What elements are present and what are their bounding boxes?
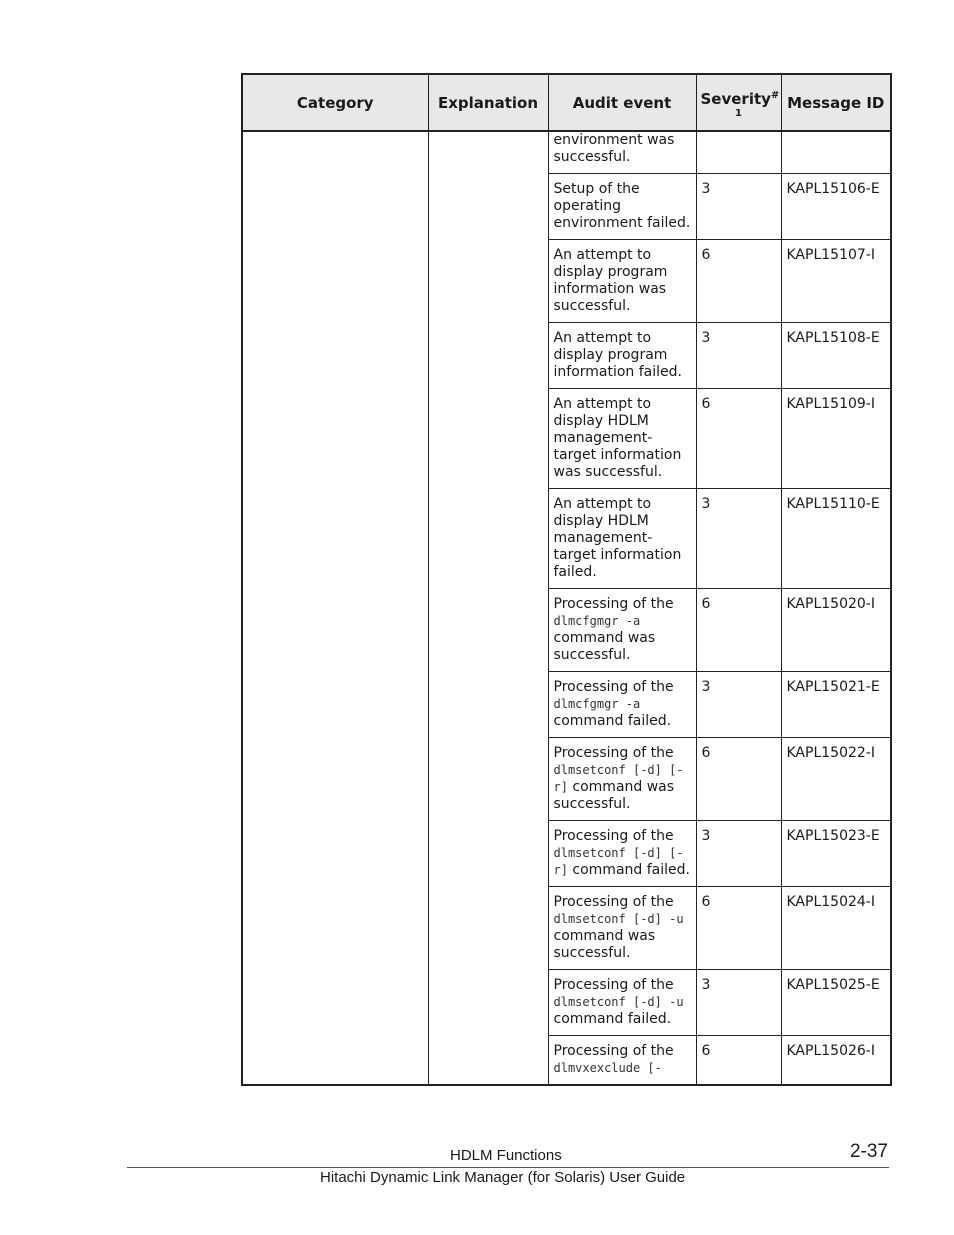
header-explanation: Explanation: [428, 74, 548, 131]
message-id-cell: KAPL15107-I: [781, 240, 891, 323]
message-id-cell: KAPL15025-E: [781, 970, 891, 1036]
page-number: 2-37: [849, 1141, 888, 1162]
severity-cell: 3: [696, 489, 781, 589]
event-text: command failed.: [567, 862, 690, 878]
event-text: environment was successful.: [553, 132, 675, 165]
audit-event-cell: [548, 672, 696, 738]
footer-guide-title: Hitachi Dynamic Link Manager (for Solaris) User Guide: [320, 1169, 686, 1186]
event-text: An attempt to display program information was successful.: [553, 247, 668, 314]
message-id-cell: KAPL15026-I: [781, 1036, 891, 1086]
message-id-cell: KAPL15110-E: [781, 489, 891, 589]
audit-event-cell: [548, 1036, 696, 1086]
message-id-cell: KAPL15022-I: [781, 738, 891, 821]
event-text: command was successful.: [553, 779, 675, 812]
table-body: [242, 131, 891, 1085]
event-text: An attempt to display HDLM management-target information failed.: [553, 496, 682, 580]
command-text: dlmcfgmgr -a: [553, 614, 641, 628]
event-text: An attempt to display HDLM management-target information was successful.: [553, 396, 682, 480]
severity-cell: 6: [696, 887, 781, 970]
message-id-cell: KAPL15020-I: [781, 589, 891, 672]
event-text: Processing of the: [553, 1043, 674, 1059]
event-text: Processing of the: [553, 679, 674, 695]
event-text: An attempt to display program information failed.: [553, 330, 682, 380]
severity-cell: 6: [696, 589, 781, 672]
audit-event-cell: [548, 240, 696, 323]
command-text: dlmvxexclude [-: [553, 1061, 662, 1075]
severity-cell: [696, 131, 781, 174]
message-id-cell: KAPL15023-E: [781, 821, 891, 887]
category-cell: [242, 131, 428, 1085]
audit-event-cell: [548, 821, 696, 887]
event-text: command failed.: [553, 1011, 672, 1027]
event-text: Processing of the: [553, 596, 674, 612]
event-text: Processing of the: [553, 745, 674, 761]
explanation-cell: [428, 131, 548, 1085]
footer-divider: [127, 1167, 889, 1168]
severity-cell: 6: [696, 738, 781, 821]
header-severity: [696, 74, 781, 131]
severity-cell: 6: [696, 389, 781, 489]
audit-event-table: [241, 73, 892, 1086]
audit-event-cell: [548, 489, 696, 589]
event-text: Processing of the: [553, 977, 674, 993]
severity-cell: 3: [696, 672, 781, 738]
header-audit-event: Audit event: [548, 74, 696, 131]
message-id-cell: KAPL15108-E: [781, 323, 891, 389]
table-header-row: [242, 74, 891, 131]
audit-event-cell: [548, 131, 696, 174]
audit-event-cell: [548, 970, 696, 1036]
command-text: dlmsetconf [-d] [-r]: [553, 763, 684, 794]
command-text: dlmcfgmgr -a: [553, 697, 641, 711]
event-text: Setup of the operating environment failed.: [553, 181, 691, 231]
audit-event-cell: [548, 738, 696, 821]
command-text: dlmsetconf [-d] -u: [553, 912, 684, 926]
event-text: Processing of the: [553, 894, 674, 910]
severity-cell: 6: [696, 240, 781, 323]
header-message-id: Message ID: [781, 74, 891, 131]
command-text: dlmsetconf [-d] [-r]: [553, 846, 684, 877]
header-severity-label: Severity: [700, 89, 771, 108]
severity-cell: 6: [696, 1036, 781, 1086]
footer-section-title: HDLM Functions: [450, 1147, 562, 1164]
audit-event-cell: [548, 174, 696, 240]
message-id-cell: KAPL15021-E: [781, 672, 891, 738]
audit-event-cell: [548, 589, 696, 672]
header-severity-sub: 1: [735, 107, 742, 119]
severity-cell: 3: [696, 970, 781, 1036]
severity-cell: 3: [696, 174, 781, 240]
message-id-cell: [781, 131, 891, 174]
message-id-cell: KAPL15106-E: [781, 174, 891, 240]
audit-event-cell: [548, 887, 696, 970]
header-category: Category: [242, 74, 428, 131]
audit-event-cell: [548, 323, 696, 389]
audit-event-cell: [548, 389, 696, 489]
message-id-cell: KAPL15109-I: [781, 389, 891, 489]
table-row: [242, 131, 891, 174]
command-text: dlmsetconf [-d] -u: [553, 995, 684, 1009]
header-severity-sup: #: [770, 89, 780, 101]
event-text: command was successful.: [553, 630, 656, 663]
event-text: command failed.: [553, 713, 672, 729]
event-text: command was successful.: [553, 928, 656, 961]
severity-cell: 3: [696, 821, 781, 887]
severity-cell: 3: [696, 323, 781, 389]
message-id-cell: KAPL15024-I: [781, 887, 891, 970]
event-text: Processing of the: [553, 828, 674, 844]
